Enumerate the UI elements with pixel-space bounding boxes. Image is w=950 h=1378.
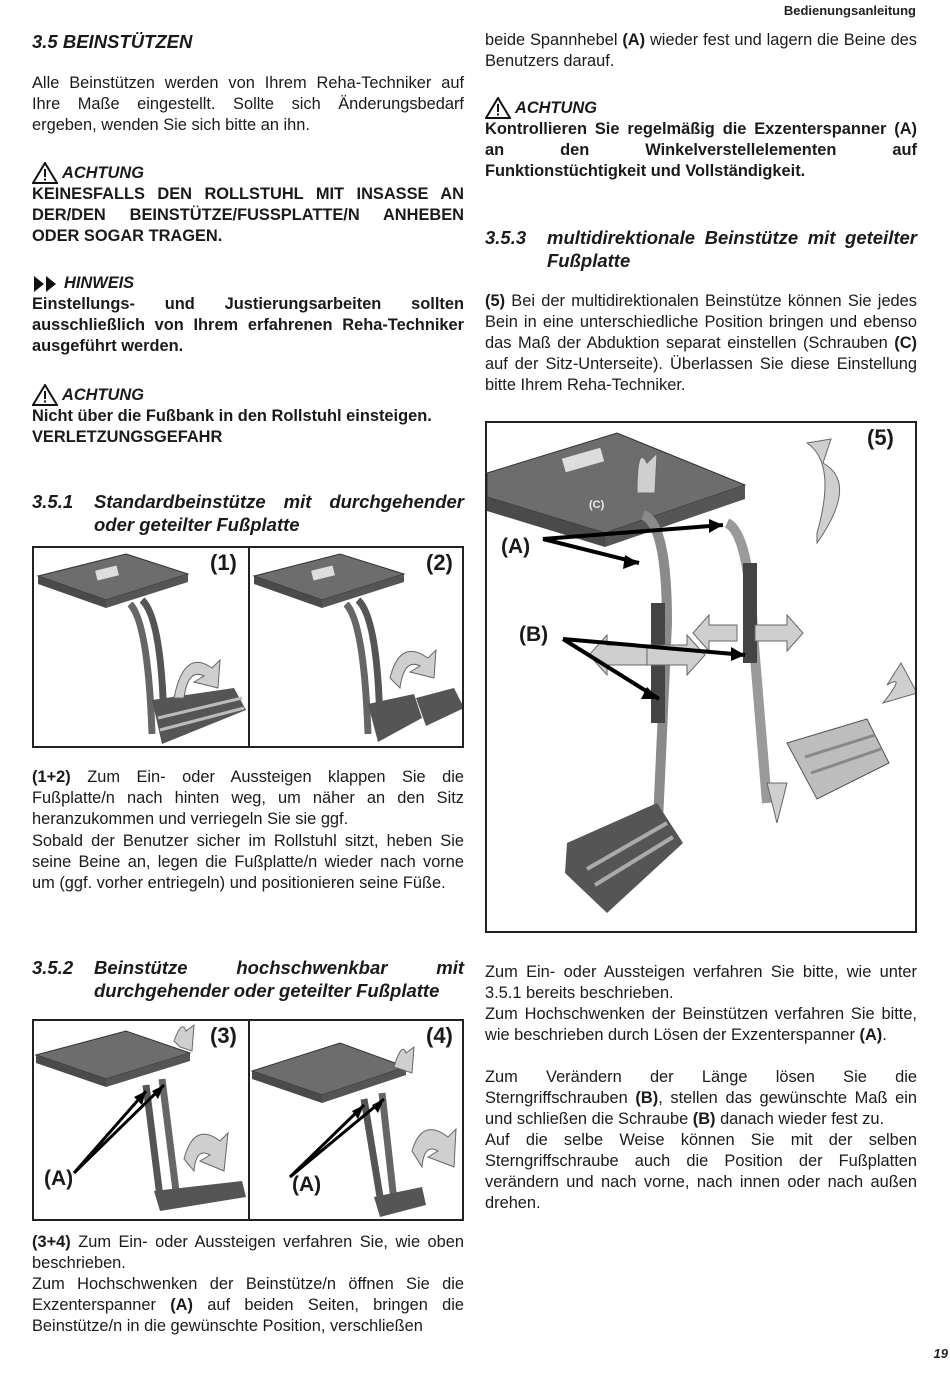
paragraph-continued: beide Spannhebel (A) wieder fest und lagern die Beine des Benutzers darauf. xyxy=(485,31,917,70)
footrest-illustration xyxy=(34,548,464,748)
lever-a-label: (A) xyxy=(292,1173,322,1196)
warning-block-1 xyxy=(32,162,464,247)
section-heading-3-5-2: 3.5.2 Beinstütze hochschwenkbar mit durchgehender oder geteilter Fußplatte xyxy=(32,957,464,1001)
intro-paragraph: Alle Beinstützen werden von Ihrem Reha-Techniker auf Ihre Maße eingestellt. Sollte sich Änderungsbedarf ergeben, wenden Sie sich bitte an ihn. xyxy=(32,74,464,134)
screw-c-label: (C) xyxy=(589,499,605,511)
hint-title: HINWEIS xyxy=(64,274,135,292)
section-heading-3-5-1: 3.5.1 Standardbeinstütze mit durchgehender oder geteilter Fußplatte xyxy=(32,491,464,535)
swing-up-footrest-illustration xyxy=(34,1021,464,1221)
figure-5-label: (5) xyxy=(867,425,894,450)
figure-2-label: (2) xyxy=(426,550,453,575)
screw-b-label: (B) xyxy=(519,623,549,646)
warning-block-2 xyxy=(32,384,464,448)
paragraph-laenge: Zum Verändern der Länge lösen Sie die Sterngriffschrauben (B), stellen das gewünschte Maß ein und schließen die Schraube (B) danach wieder fest zu. xyxy=(485,1068,917,1128)
figure-5 xyxy=(485,421,917,933)
warning-block-3 xyxy=(485,97,917,182)
lever-a-label: (A) xyxy=(501,535,531,558)
figure-3-label: (3) xyxy=(210,1023,237,1048)
paragraph-einsteigen: Zum Ein- oder Aussteigen verfahren Sie bitte, wie unter 3.5.1 bereits beschrieben. xyxy=(485,963,917,1002)
warning-title: ACHTUNG xyxy=(515,98,597,117)
paragraph-sobald: Sobald der Benutzer sicher im Rollstuhl sitzt, heben Sie seine Beine an, legen die Fußplatte/n wieder nach vorne um (ggf. vorher entriegeln) und positionieren seine Füße. xyxy=(32,832,464,892)
page-number: 19 xyxy=(933,1346,948,1361)
paragraph-hochschwenken: Zum Hochschwenken der Beinstütze/n öffnen Sie die Exzenterspanner (A) auf beiden Seiten, bringen die Beinstütze/n in die gewünschte Position, verschließen xyxy=(32,1275,464,1335)
warning-text-caps: VERLETZUNGSGEFAHR xyxy=(32,428,223,446)
paragraph-fig-3-4: (3+4) Zum Ein- oder Aussteigen verfahren Sie, wie oben beschrieben. xyxy=(32,1233,464,1272)
hint-text: Einstellungs- und Justierungsarbeiten sollten ausschließlich von Ihrem erfahrenen Reha-Techniker ausgeführt werden. xyxy=(32,295,464,355)
paragraph-fig-5: (5) Bei der multidirektionalen Beinstütze können Sie jedes Bein in eine unterschiedliche Position bringen und ebenso das Maß der Abduktion separat einstellen (Schrauben (C) auf der Sitz-Unterseite). Überlassen Sie diese Einstellung bitte Ihrem Reha-Techniker. xyxy=(485,292,917,394)
paragraph-selbe-weise: Auf die selbe Weise können Sie mit der selben Sterngriffschraube auch die Position der Fußplatten verändern und nach vorne, nach innen oder nach außen drehen. xyxy=(485,1131,917,1212)
warning-title: ACHTUNG xyxy=(62,163,144,182)
warning-text: KEINESFALLS DEN ROLLSTUHL MIT INSASSE AN DER/DEN BEINSTÜTZE/FUSSPLATTE/N ANHEBEN ODER SOGAR TRAGEN. xyxy=(32,185,464,245)
warning-title: ACHTUNG xyxy=(62,385,144,404)
warning-text: Kontrollieren Sie regelmäßig die Exzenterspanner (A) an den Winkelverstellelementen auf Funktionstüchtigkeit und Vollständigkeit. xyxy=(485,120,917,180)
double-arrow-icon xyxy=(32,274,60,294)
paragraph-fig-1-2: (1+2) Zum Ein- oder Aussteigen klappen Sie die Fußplatte/n nach hinten weg, um näher an den Sitz heranzukommen und verriegeln Sie sie ggf. xyxy=(32,768,464,828)
figure-3-4 xyxy=(32,1019,464,1221)
figure-1-2 xyxy=(32,546,464,748)
warning-triangle-icon xyxy=(485,97,511,119)
seat-plate-1 xyxy=(38,554,246,744)
warning-text: Nicht über die Fußbank in den Rollstuhl einsteigen. xyxy=(32,407,432,425)
paragraph-hochschwenken-right: Zum Hochschwenken der Beinstützen verfahren Sie bitte, wie beschrieben durch Lösen der Exzenterspanner (A). xyxy=(485,1005,917,1044)
section-heading-3-5-3: 3.5.3 multidirektionale Beinstütze mit geteilter Fußplatte xyxy=(485,227,917,271)
figure-1-label: (1) xyxy=(210,550,237,575)
warning-triangle-icon xyxy=(32,162,58,184)
figure-4-label: (4) xyxy=(426,1023,453,1048)
multidirectional-footrest-illustration xyxy=(487,423,917,933)
running-header: Bedienungsanleitung xyxy=(783,3,916,18)
lever-a-label: (A) xyxy=(44,1167,74,1190)
seat-plate-2 xyxy=(254,554,464,742)
warning-triangle-icon xyxy=(32,384,58,406)
section-heading-3-5: 3.5 BEINSTÜTZEN xyxy=(32,31,193,52)
hint-block xyxy=(32,273,464,357)
